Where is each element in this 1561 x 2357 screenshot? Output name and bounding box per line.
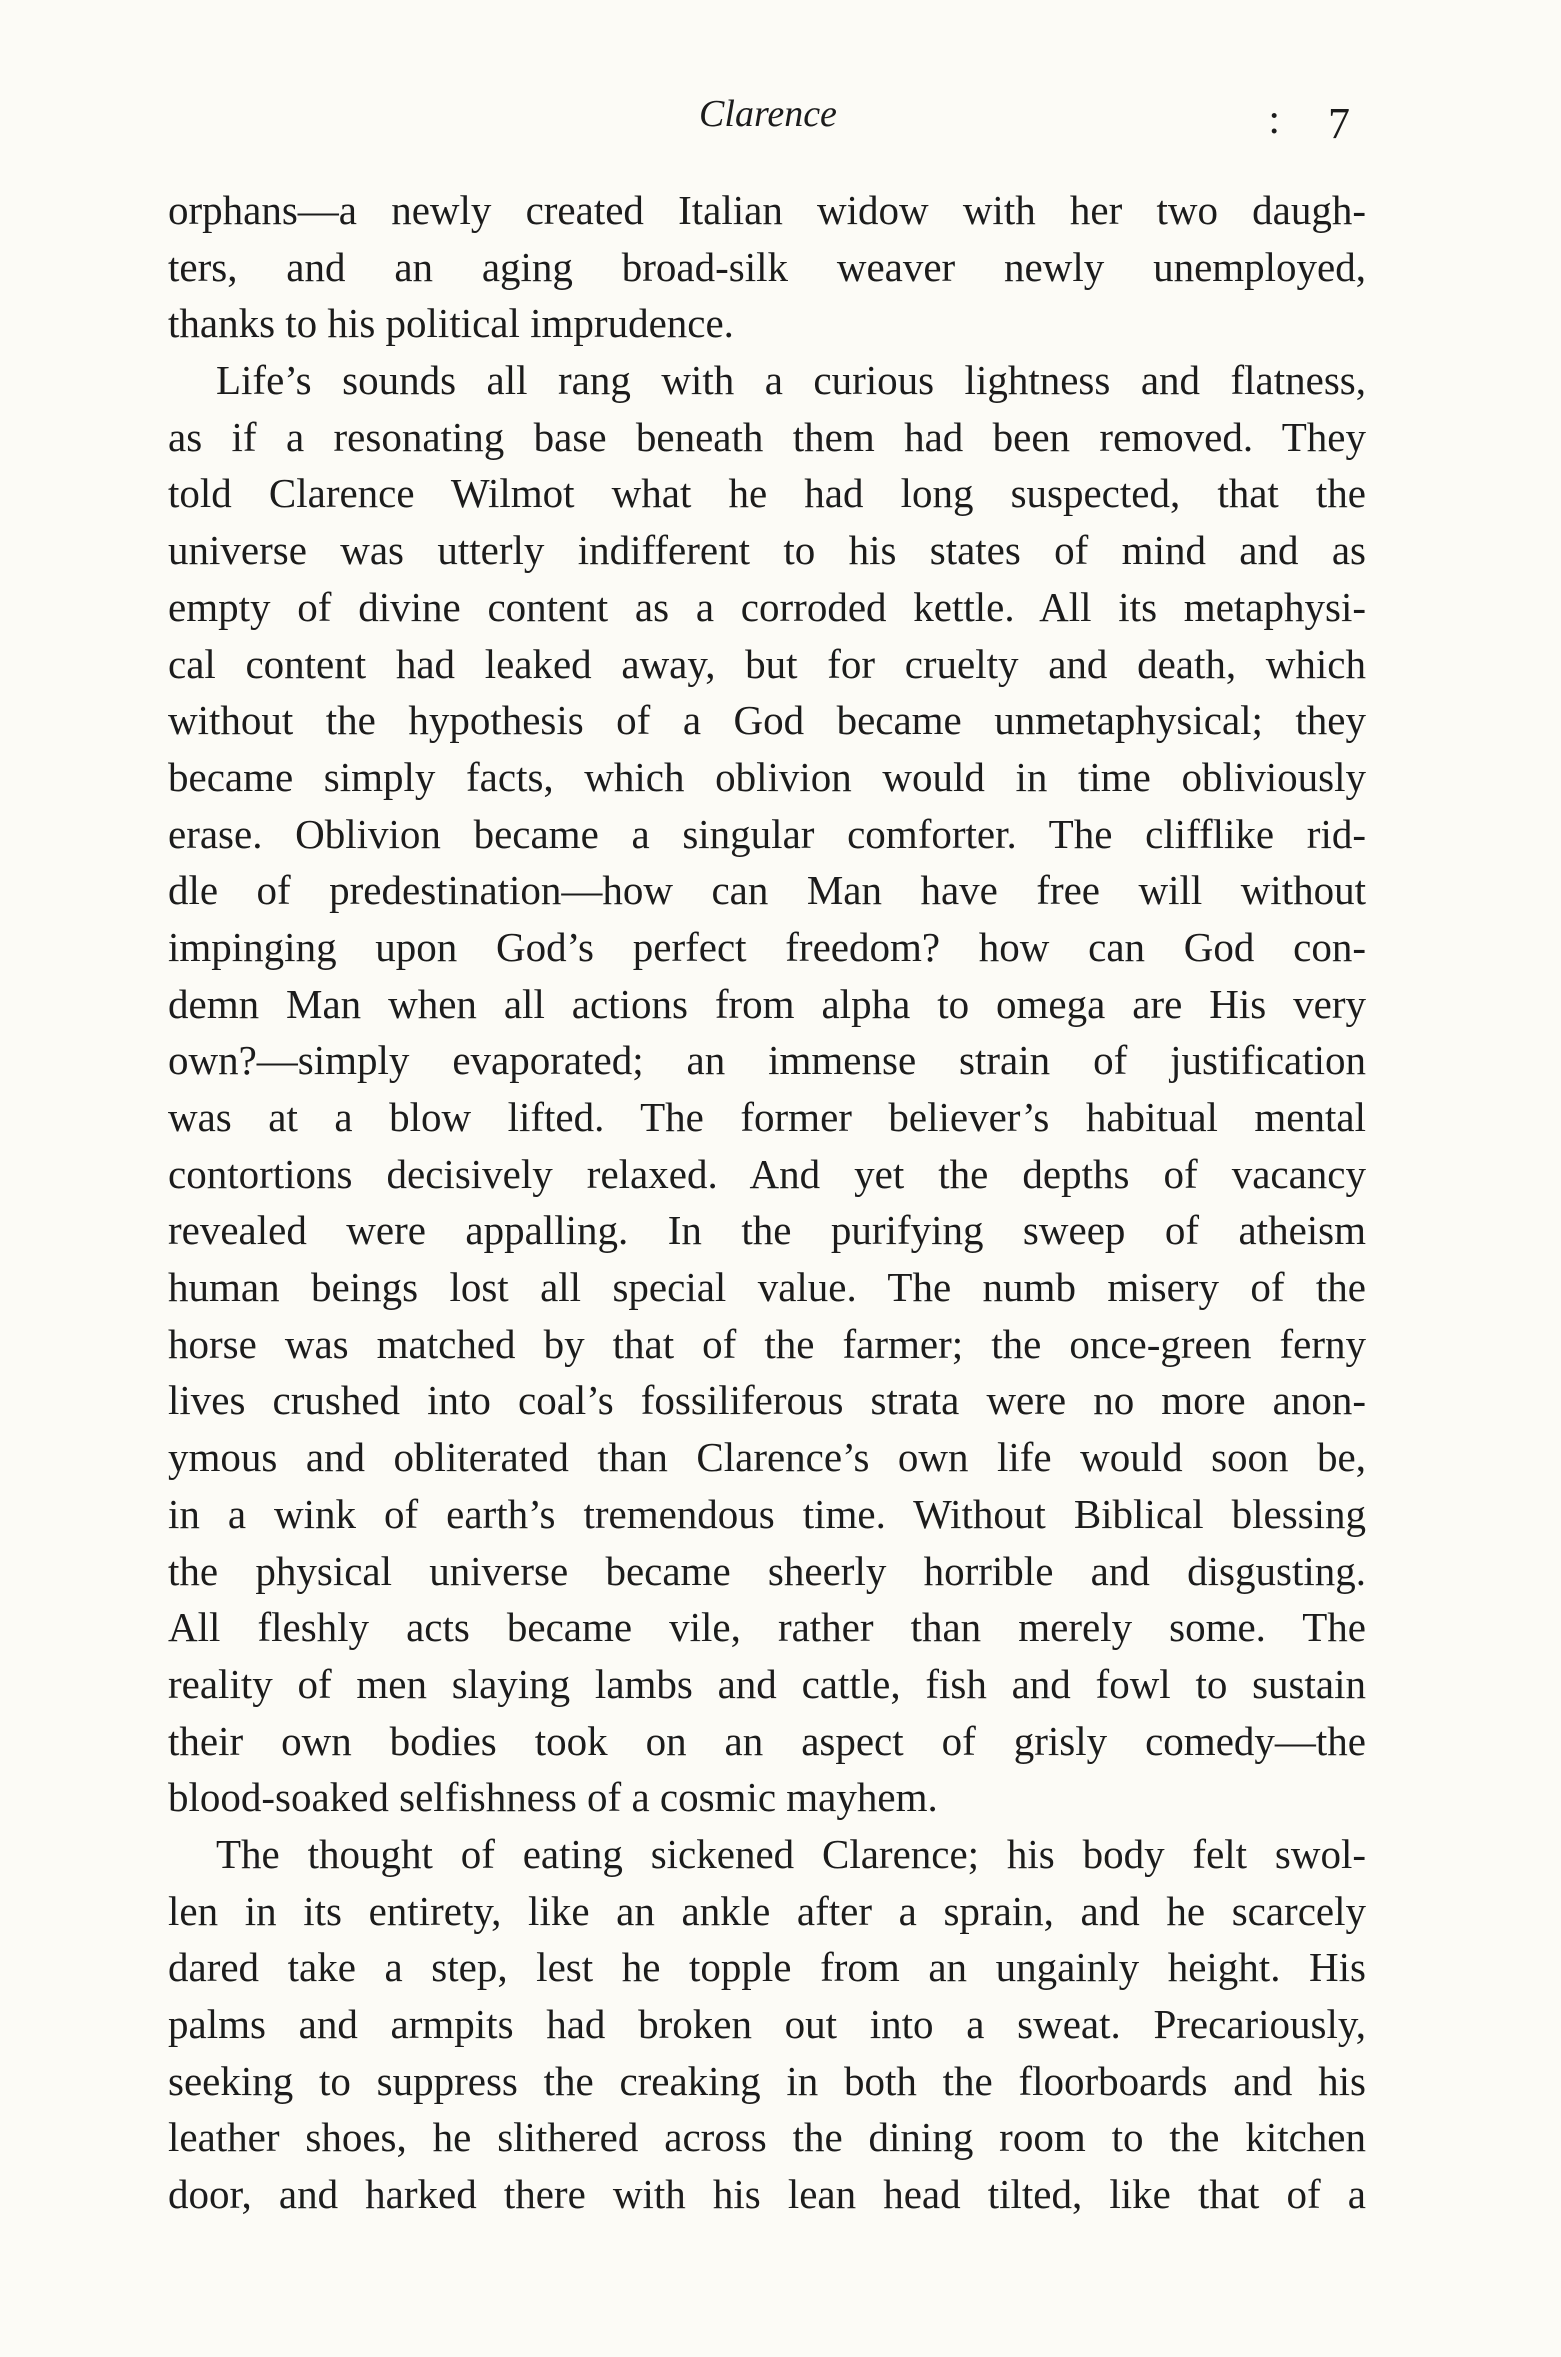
text-line: seeking to suppress the creaking in both the floorboards and his xyxy=(168,2057,1366,2104)
text-line: own?—simply evaporated; an immense strain of justification xyxy=(168,1037,1366,1084)
text-line: thanks to his political imprudence. xyxy=(168,300,734,347)
text-line: reality of men slaying lambs and cattle, fish and fowl to sustain xyxy=(168,1660,1366,1707)
text-line: orphans—a newly created Italian widow with her two daugh- xyxy=(168,187,1366,233)
paragraph-start-line: The thought of eating sickened Clarence; his body felt swol- xyxy=(216,1830,1366,1877)
text-line: human beings lost all special value. The numb misery of the xyxy=(168,1264,1366,1311)
text-line: without the hypothesis of a God became unmetaphysical; they xyxy=(168,697,1366,744)
text-line: was at a blow lifted. The former believer’s habitual mental xyxy=(168,1094,1366,1140)
text-line: contortions decisively relaxed. And yet the depths of vacancy xyxy=(168,1150,1366,1197)
text-line: ymous and obliterated than Clarence’s own life would soon be, xyxy=(168,1434,1366,1481)
running-title: Clarence xyxy=(699,93,837,135)
text-line: leather shoes, he slithered across the dining room to the kitchen xyxy=(168,2114,1366,2161)
text-line: in a wink of earth’s tremendous time. Without Biblical blessing xyxy=(168,1490,1366,1537)
text-line: told Clarence Wilmot what he had long suspected, that the xyxy=(168,470,1366,517)
text-line: the physical universe became sheerly horrible and disgusting. xyxy=(168,1547,1366,1594)
text-line: ters, and an aging broad-silk weaver newly unemployed, xyxy=(168,243,1366,290)
text-line: len in its entirety, like an ankle after a sprain, and he scarcely xyxy=(168,1887,1366,1934)
page-number: 7 xyxy=(1328,99,1350,148)
text-line: revealed were appalling. In the purifying sweep of atheism xyxy=(168,1207,1366,1254)
running-head-separator: : xyxy=(1268,97,1280,143)
text-line: as if a resonating base beneath them had been removed. They xyxy=(168,413,1366,460)
text-line: erase. Oblivion became a singular comforter. The clifflike rid- xyxy=(168,810,1366,857)
text-line: demn Man when all actions from alpha to omega are His very xyxy=(168,980,1366,1027)
body-text xyxy=(168,182,1366,2223)
running-head xyxy=(170,88,1366,148)
text-line: their own bodies took on an aspect of grisly comedy—the xyxy=(168,1717,1366,1764)
text-line: All fleshly acts became vile, rather than merely some. The xyxy=(168,1604,1366,1651)
text-line: palms and armpits had broken out into a sweat. Precariously, xyxy=(168,2001,1366,2047)
text-line: became simply facts, which oblivion would in time obliviously xyxy=(168,753,1366,800)
text-line: horse was matched by that of the farmer; the once-green ferny xyxy=(168,1320,1366,1367)
text-line: cal content had leaked away, but for cruelty and death, which xyxy=(168,640,1366,687)
text-line: dared take a step, lest he topple from an ungainly height. His xyxy=(168,1944,1366,1991)
text-line: door, and harked there with his lean head tilted, like that of a xyxy=(168,2171,1366,2218)
paragraph-start-line: Life’s sounds all rang with a curious lightness and flatness, xyxy=(216,357,1366,404)
text-line: dle of predestination—how can Man have free will without xyxy=(168,867,1366,914)
text-line: impinging upon God’s perfect freedom? how can God con- xyxy=(168,923,1366,970)
text-line: universe was utterly indifferent to his states of mind and as xyxy=(168,527,1366,574)
text-line: empty of divine content as a corroded kettle. All its metaphysi- xyxy=(168,583,1366,630)
text-line: lives crushed into coal’s fossiliferous strata were no more anon- xyxy=(168,1377,1366,1424)
text-line: blood-soaked selfishness of a cosmic mayhem. xyxy=(168,1774,938,1821)
